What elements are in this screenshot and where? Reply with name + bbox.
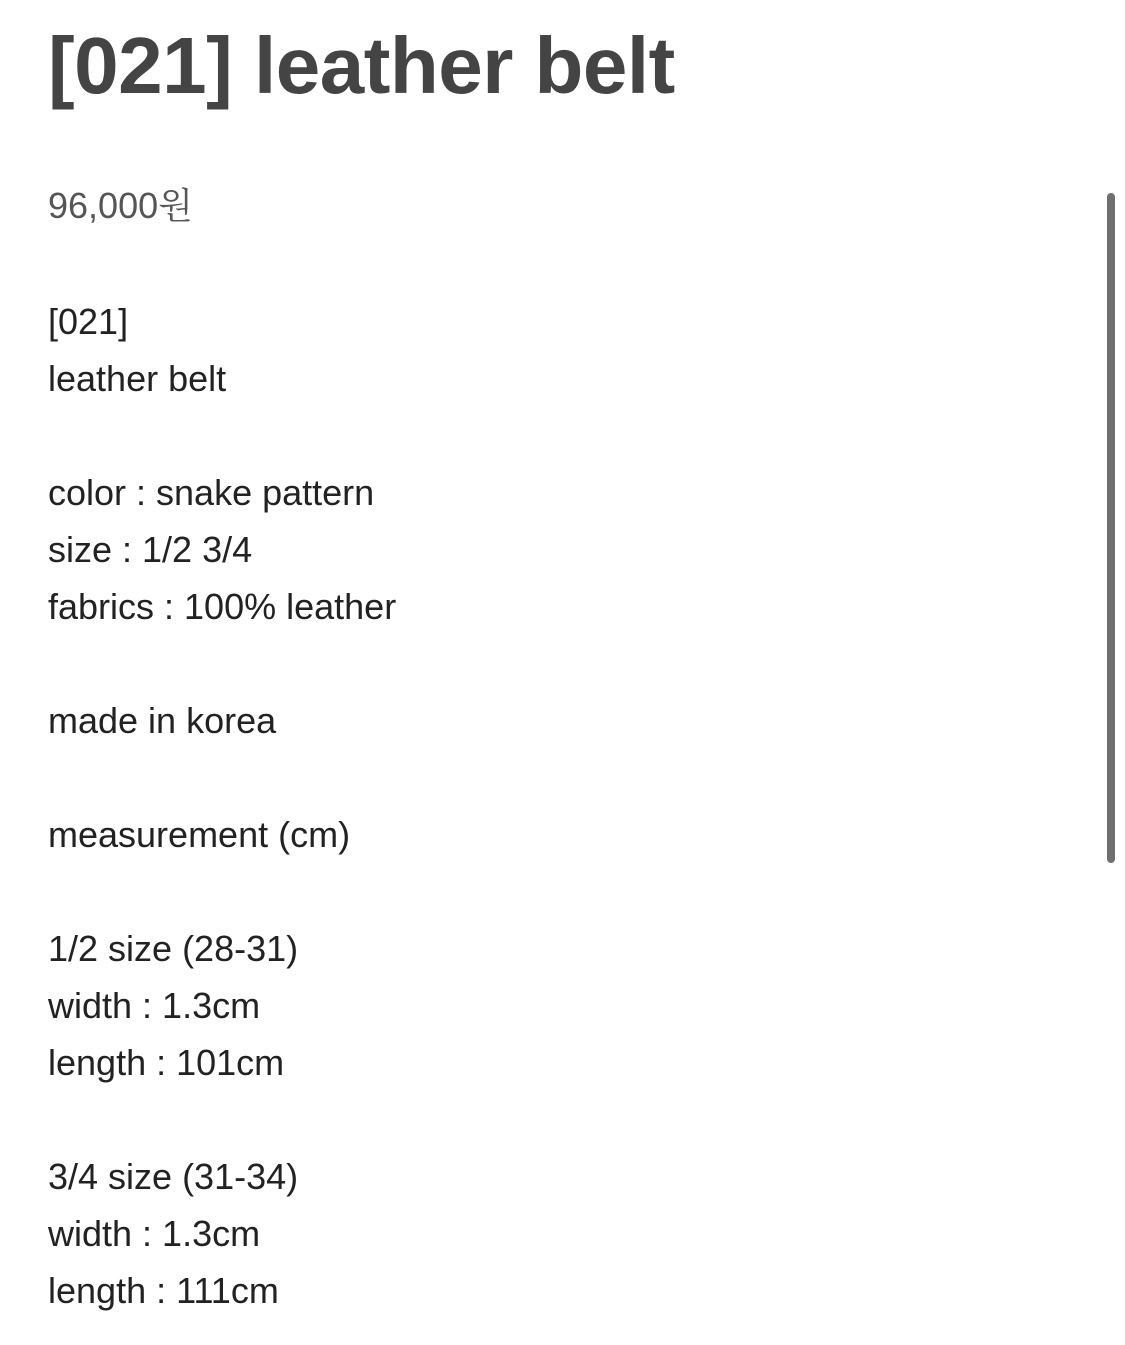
size-spec: size : 1/2 3/4 bbox=[48, 529, 253, 570]
product-name: leather belt bbox=[48, 358, 227, 399]
size-three-quarter-label: 3/4 size (31-34) bbox=[48, 1156, 299, 1197]
color-spec: color : snake pattern bbox=[48, 472, 375, 513]
measurement-heading: measurement (cm) bbox=[48, 814, 351, 855]
product-title: [021] leather belt bbox=[48, 21, 675, 110]
size-three-quarter-length: length : 111cm bbox=[48, 1270, 279, 1311]
size-three-quarter-width: width : 1.3cm bbox=[48, 1213, 261, 1254]
scrollbar[interactable] bbox=[1107, 193, 1115, 863]
fabrics-spec: fabrics : 100% leather bbox=[48, 586, 397, 627]
size-half-length: length : 101cm bbox=[48, 1042, 285, 1083]
product-code: [021] bbox=[48, 301, 129, 342]
origin-text: made in korea bbox=[48, 700, 277, 741]
size-half-label: 1/2 size (28-31) bbox=[48, 928, 299, 969]
scrollbar-thumb[interactable] bbox=[1107, 193, 1115, 863]
product-price: 96,000원 bbox=[48, 185, 193, 226]
size-half-width: width : 1.3cm bbox=[48, 985, 261, 1026]
